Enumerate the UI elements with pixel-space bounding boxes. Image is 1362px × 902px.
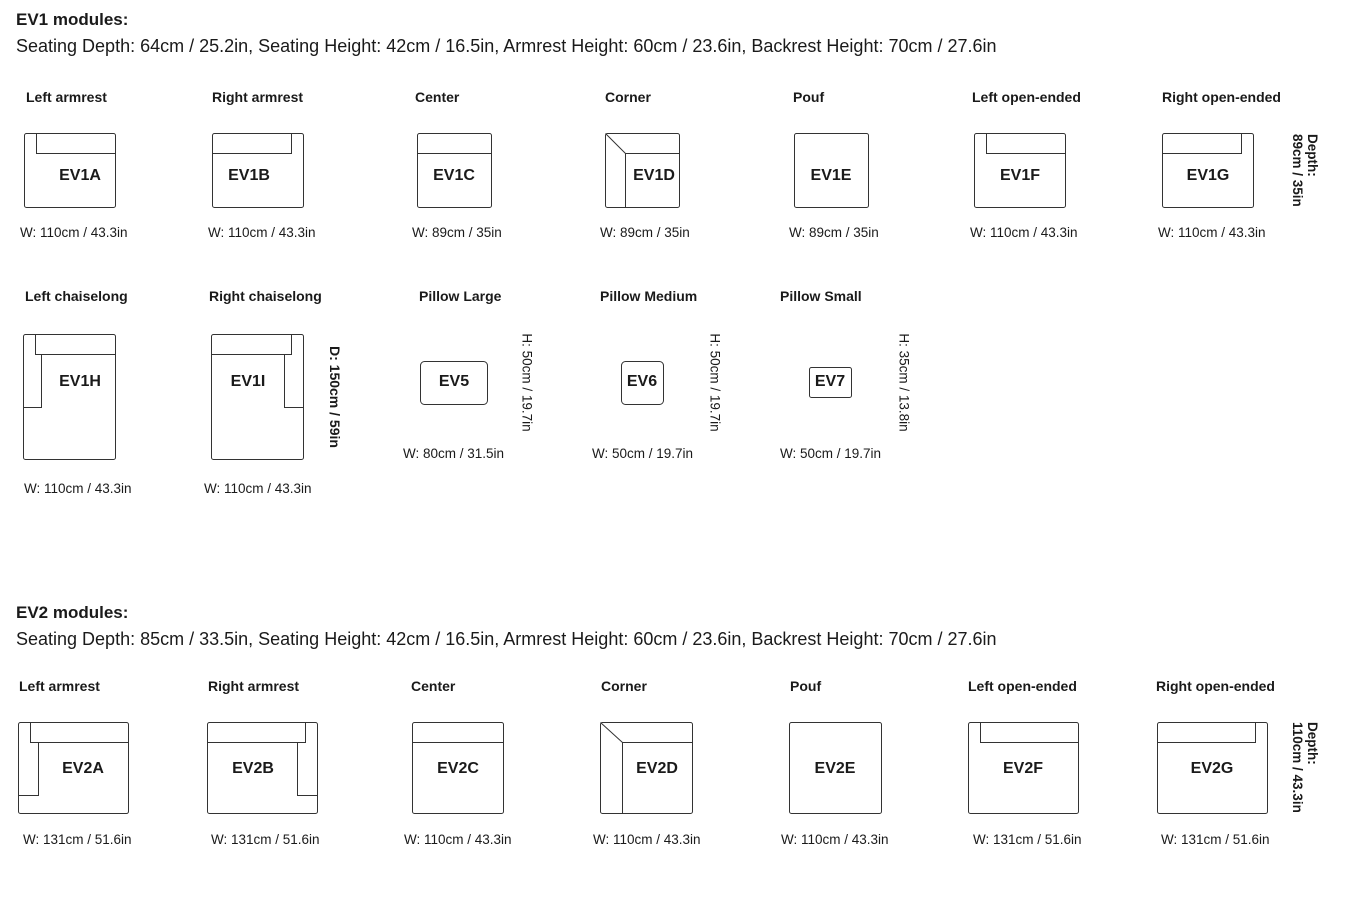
module-label: Pouf (790, 678, 822, 694)
ev2-heading: EV2 modules: (16, 603, 129, 622)
module-code: EV2B (232, 760, 274, 777)
module-width: W: 131cm / 51.6in (1161, 832, 1270, 847)
module-width: W: 89cm / 35in (600, 225, 690, 240)
module-label: Right armrest (212, 89, 304, 105)
chaise-depth-label: D: 150cm / 59in (327, 346, 343, 448)
module-label: Corner (601, 678, 647, 694)
pillow-height-label: H: 50cm / 19.7in (707, 333, 723, 432)
module-width: W: 110cm / 43.3in (404, 832, 512, 847)
module-label: Pillow Medium (600, 288, 698, 304)
module-code: EV6 (626, 373, 658, 390)
module-label: Left chaiselong (25, 288, 128, 304)
depth-value: 89cm / 35in (1290, 134, 1305, 207)
module-width: W: 110cm / 43.3in (24, 481, 132, 496)
ev1-heading: EV1 modules: (16, 10, 129, 29)
module-label: Left armrest (19, 678, 100, 694)
module-width: W: 110cm / 43.3in (208, 225, 316, 240)
module-width: W: 89cm / 35in (789, 225, 879, 240)
module-code: EV1H (59, 373, 101, 390)
module-code: EV7 (814, 373, 846, 390)
module-label: Center (411, 678, 456, 694)
module-label: Pillow Large (419, 288, 502, 304)
module-code: EV1F (999, 167, 1041, 184)
module-width: W: 110cm / 43.3in (204, 481, 312, 496)
pillow-width: W: 50cm / 19.7in (780, 446, 882, 461)
module-code: EV2A (62, 760, 104, 777)
module-label: Right armrest (208, 678, 300, 694)
module-code: EV2F (1002, 760, 1044, 777)
module-width: W: 89cm / 35in (412, 225, 502, 240)
pillow-height-label: H: 50cm / 19.7in (519, 333, 535, 432)
module-code: EV1C (433, 167, 475, 184)
module-label: Center (415, 89, 460, 105)
pillow-width: W: 80cm / 31.5in (403, 446, 505, 461)
module-label: Right open-ended (1162, 89, 1281, 105)
module-diagram-ev1i (211, 334, 304, 460)
module-code: EV5 (438, 373, 470, 390)
ev1-specs: Seating Depth: 64cm / 25.2in, Seating Height: 42cm / 16.5in, Armrest Height: 60cm / 23.6in, Backrest Height: 70cm / 27.6in (16, 36, 997, 56)
module-code: EV1E (810, 167, 852, 184)
module-label: Corner (605, 89, 651, 105)
module-width: W: 131cm / 51.6in (23, 832, 132, 847)
module-width: W: 110cm / 43.3in (593, 832, 701, 847)
module-code: EV1G (1186, 167, 1230, 184)
module-label: Right open-ended (1156, 678, 1275, 694)
module-label: Left open-ended (972, 89, 1081, 105)
module-code: EV2E (814, 760, 856, 777)
ev2-depth-annotation (1290, 722, 1320, 813)
pillow-height-label: H: 35cm / 13.8in (896, 333, 912, 432)
module-width: W: 110cm / 43.3in (970, 225, 1078, 240)
module-width: W: 110cm / 43.3in (20, 225, 128, 240)
module-width: W: 131cm / 51.6in (211, 832, 320, 847)
module-code: EV2D (636, 760, 678, 777)
module-label: Pillow Small (780, 288, 862, 304)
depth-value: 110cm / 43.3in (1290, 722, 1305, 813)
module-label: Pouf (793, 89, 825, 105)
module-label: Right chaiselong (209, 288, 322, 304)
depth-label: Depth: (1305, 722, 1320, 765)
pillow-width: W: 50cm / 19.7in (592, 446, 694, 461)
module-code: EV1A (59, 167, 101, 184)
module-label: Left armrest (26, 89, 107, 105)
module-code: EV1D (633, 167, 675, 184)
ev2-specs: Seating Depth: 85cm / 33.5in, Seating Height: 42cm / 16.5in, Armrest Height: 60cm / 23.6in, Backrest Height: 70cm / 27.6in (16, 629, 997, 649)
module-width: W: 110cm / 43.3in (781, 832, 889, 847)
module-code: EV1I (230, 373, 266, 390)
module-width: W: 110cm / 43.3in (1158, 225, 1266, 240)
module-width: W: 131cm / 51.6in (973, 832, 1082, 847)
module-label: Left open-ended (968, 678, 1077, 694)
module-code: EV1B (228, 167, 270, 184)
module-diagram-ev1h (23, 334, 116, 460)
module-code: EV2G (1190, 760, 1234, 777)
module-code: EV2C (437, 760, 479, 777)
depth-label: Depth: (1305, 134, 1320, 177)
ev1-depth-annotation (1290, 134, 1320, 207)
